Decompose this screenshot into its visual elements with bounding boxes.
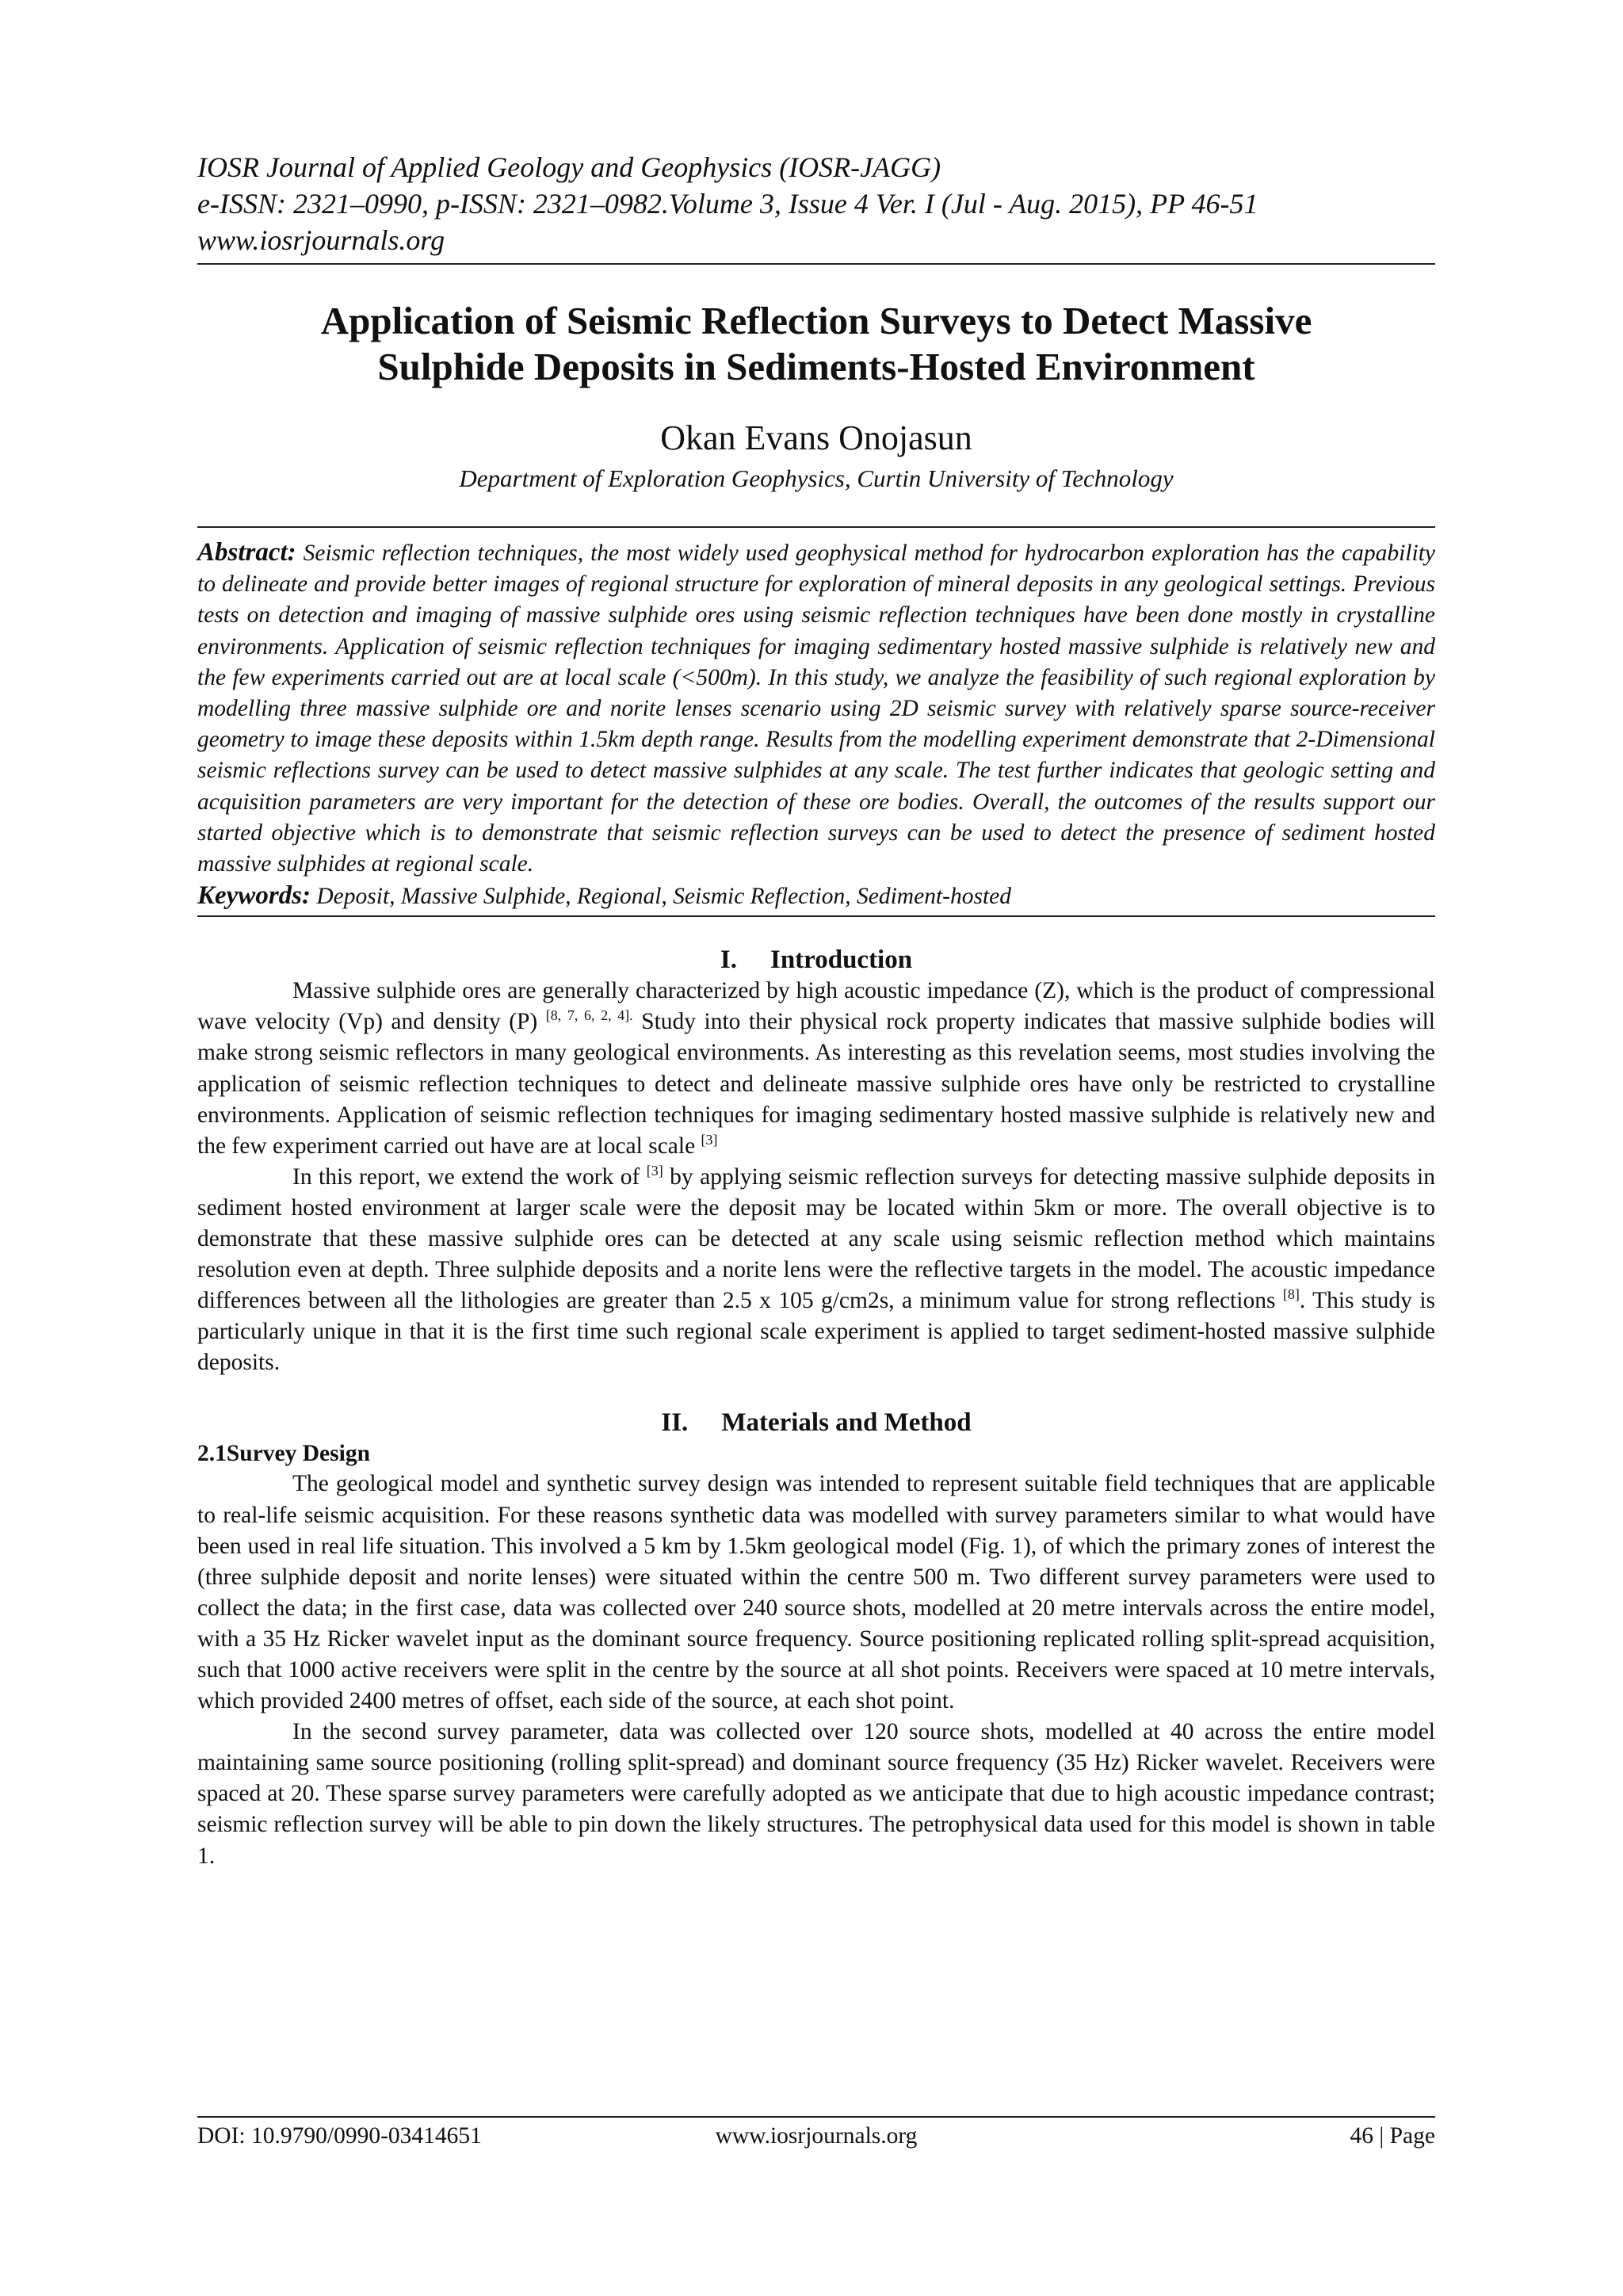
journal-website[interactable]: www.iosrjournals.org: [197, 224, 445, 256]
methods-paragraph-1: The geological model and synthetic survey design was intended to represent suitable field techniques that are applicable to real-life seismic acquisition. For these reasons synthetic data was modelled with survey parameters similar to what would have been used in real life situation. This involved a 5 km by 1.5km geological model (Fig. 1), of which the primary zones of interest the (three sulphide deposit and norite lenses) were situated within the centre 500 m. Two different survey parameters were used to collect the data; in the first case, data was collected over 240 source shots, modelled at 20 metre intervals across the entire model, with a 35 Hz Ricker wavelet input as the dominant source frequency. Source positioning replicated rolling split-spread acquisition, such that 1000 active receivers were split in the centre by the source at all shot points. Receivers were spaced at 10 metre intervals, which provided 2400 metres of offset, each side of the source, at each shot point.: [197, 1471, 1435, 1714]
paper-page: [197, 149, 1435, 1872]
page-footer: [197, 2116, 1435, 2151]
paragraph-text: Massive sulphide ores are generally characterized by high acoustic impedance (Z), which is the product of compressional wave velocity (Vp) and density (P): [197, 978, 1435, 1035]
intro-paragraph-1: [197, 976, 1435, 1162]
paper-title: [197, 298, 1435, 390]
paragraph-text: by applying seismic reflection surveys for detecting massive sulphide deposits in sediment hosted environment at larger scale were the deposit may be located within 5km or more. The overall objective is to demonstrate that these massive sulphide ores can be detected at any scale using seismic reflection method which maintains resolution even at depth. Three sulphide deposits and a norite lens were the reflective targets in the model. The acoustic impedance differences between all the lithologies are greater than 2.5 x 105 g/cm2s, a minimum value for strong reflections: [197, 1163, 1436, 1314]
section-number: II.: [661, 1408, 689, 1438]
paragraph-text: In this report, we extend the work of: [292, 1163, 647, 1190]
section-number: I.: [720, 946, 737, 975]
section-heading-materials: [197, 1407, 1435, 1438]
methods-paragraph-2: In the second survey parameter, data was collected over 120 source shots, modelled at 40 across the entire model maintaining same source positioning (rolling split-spread) and dominant source frequency (35 Hz) Ricker wavelet. Receivers were spaced at 20. These sparse survey parameters were carefully adopted as we anticipate that due to high acoustic impedance contrast; seismic reflection survey will be able to pin down the likely structures. The petrophysical data used for this model is shown in table 1.: [197, 1719, 1435, 1869]
keywords-text: Deposit, Massive Sulphide, Regional, Seismic Reflection, Sediment-hosted: [311, 884, 1011, 910]
title-line-2: Sulphide Deposits in Sediments-Hosted Environment: [377, 345, 1255, 388]
abstract-bottom-divider: [197, 915, 1435, 917]
issn-line: e-ISSN: 2321–0990, p-ISSN: 2321–0982.Volume 3, Issue 4 Ver. I (Jul - Aug. 2015), PP 46-51: [197, 188, 1258, 220]
header-divider: [197, 263, 1435, 265]
journal-name: IOSR Journal of Applied Geology and Geophysics (IOSR-JAGG): [197, 151, 941, 183]
keywords-label: Keywords:: [197, 881, 311, 911]
section-title: Introduction: [769, 946, 913, 975]
citation: [3]: [701, 1131, 718, 1148]
author-name: Okan Evans Onojasun: [660, 418, 972, 457]
citation: [8, 7, 6, 2, 4].: [545, 1007, 633, 1024]
paragraph-text: Study into their physical rock property indicates that massive sulphide bodies will make strong seismic reflectors in many geological environments. As interesting as this revelation seems, most studies involving the application of seismic reflection techniques to detect and delineate massive sulphide ores have only be restricted to crystalline environments. Application of seismic reflection techniques for imaging sedimentary hosted massive sulphide is relatively new and the few experiment carried out have are at local scale: [197, 1009, 1435, 1159]
footer-doi: DOI: 10.9790/0990-03414651: [197, 2123, 482, 2149]
citation: [8]: [1282, 1286, 1300, 1303]
footer-website[interactable]: www.iosrjournals.org: [715, 2123, 918, 2149]
abstract-top-divider: [197, 526, 1435, 528]
keywords: [197, 880, 1435, 912]
subsection-heading: 2.1Survey Design: [197, 1441, 370, 1467]
footer-page-number: 46 | Page: [1350, 2123, 1435, 2149]
title-line-1: Application of Seismic Reflection Surveys to Detect Massive: [320, 299, 1312, 342]
section-title: Materials and Method: [721, 1408, 972, 1438]
section-heading-introduction: [197, 944, 1435, 976]
intro-paragraph-2: [197, 1162, 1435, 1379]
paragraph-text: . This study is particularly unique in that it is the first time such regional scale experiment is applied to target sediment-hosted massive sulphide deposits.: [197, 1288, 1436, 1376]
citation: [3]: [646, 1162, 663, 1179]
abstract-text: Seismic reflection techniques, the most widely used geophysical method for hydrocarbon exploration has the capability to delineate and provide better images of regional structure for exploration of mineral deposits in any geological settings. Previous tests on detection and imaging of massive sulphide ores using seismic reflection techniques have been done mostly in crystalline environments. Application of seismic reflection techniques for imaging sedimentary hosted massive sulphide is relatively new and the few experiments carried out are at local scale (<500m). In this study, we analyze the feasibility of such regional exploration by modelling three massive sulphide ore and norite lenses scenario using 2D seismic survey with relatively sparse source-receiver geometry to image these deposits within 1.5km depth range. Results from the modelling experiment demonstrate that 2-Dimensional seismic reflections survey can be used to detect massive sulphides at any scale. The test further indicates that geologic setting and acquisition parameters are very important for the detection of these ore bodies. Overall, the outcomes of the results support our started objective which is to demonstrate that seismic reflection surveys can be used to detect the presence of sediment hosted massive sulphides at regional scale.: [197, 541, 1435, 877]
author-affiliation: Department of Exploration Geophysics, Curtin University of Technology: [459, 464, 1174, 492]
journal-header: [197, 149, 1435, 258]
abstract-label: Abstract:: [197, 538, 296, 567]
abstract: [197, 537, 1435, 880]
